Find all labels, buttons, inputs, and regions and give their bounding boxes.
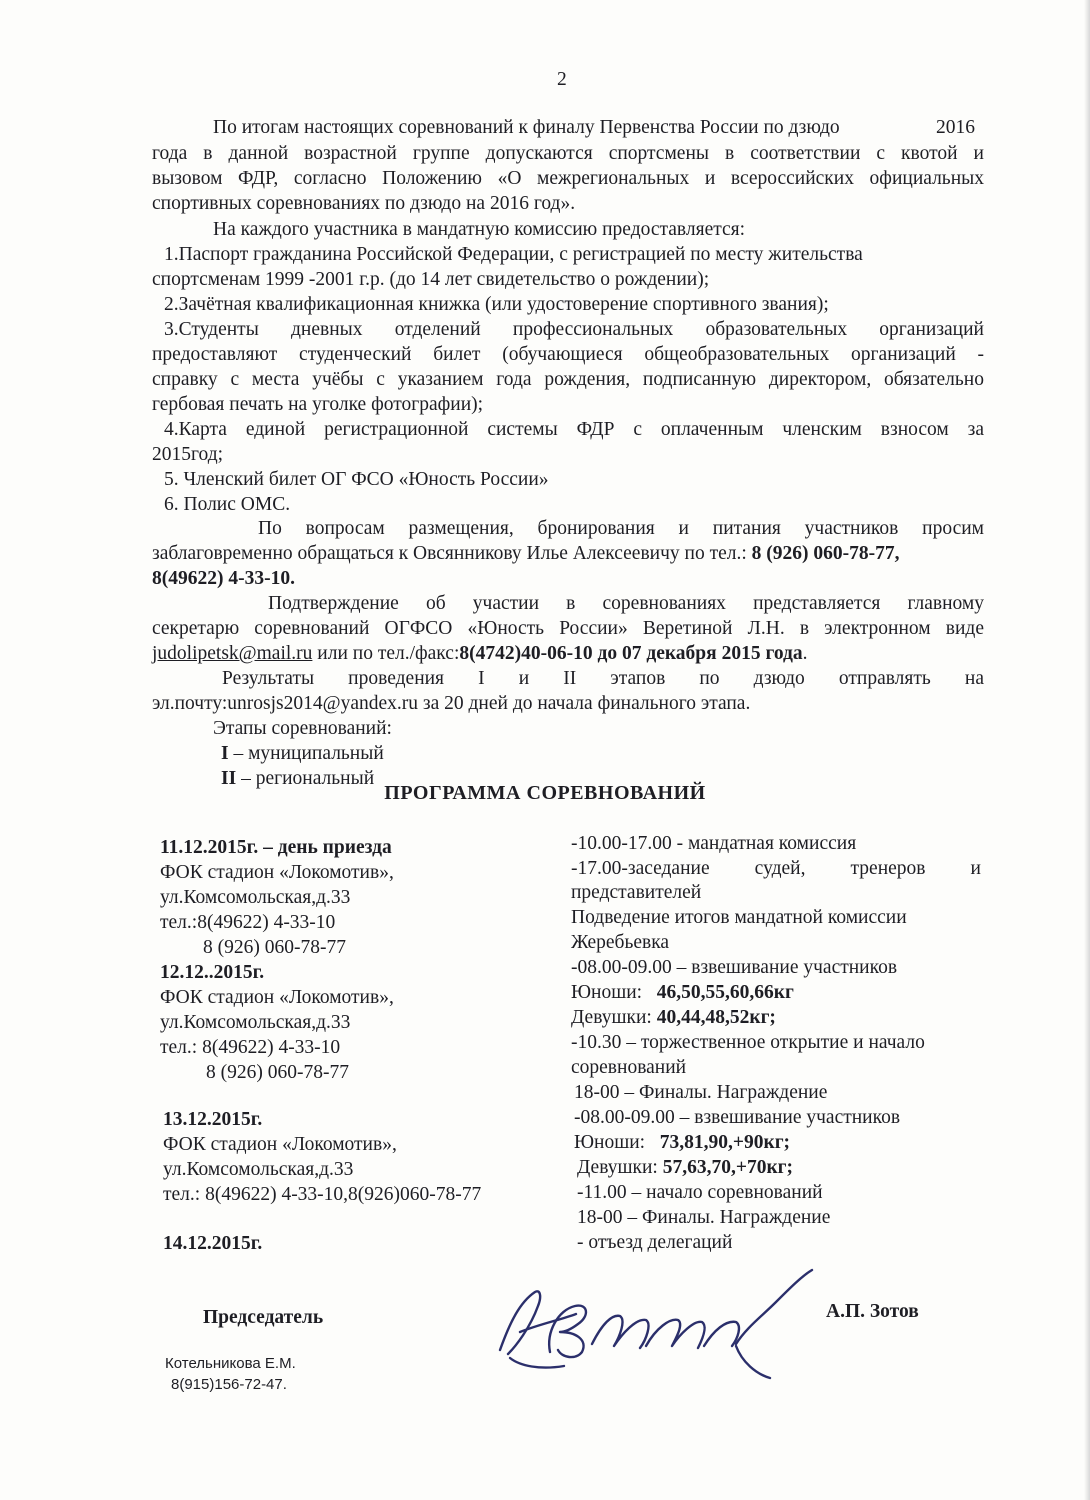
- girls-weights-2: 57,63,70,+70кг;: [662, 1157, 794, 1178]
- signature-role-text: Председатель: [203, 1307, 324, 1328]
- day1-heading: [160, 836, 392, 860]
- day3-venue: ФОК стадион «Локомотив»,: [163, 1134, 397, 1155]
- sched-10: соревнований: [571, 1057, 687, 1078]
- para1-line4: спортивных соревнованиях по дзюдо на 2016 год».: [152, 193, 576, 214]
- accommodation-line2: [152, 542, 900, 566]
- confirmation-email-link[interactable]: judolipetsk@mail.ru: [152, 643, 313, 664]
- confirmation-text: или по тел./факс:: [312, 643, 460, 664]
- sched-15: -11.00 – начало соревнований: [577, 1182, 823, 1203]
- day1-phone2: 8 (926) 060-78-77: [203, 937, 346, 958]
- sched-12: -08.00-09.00 – взвешивание участников: [574, 1107, 901, 1128]
- sched-3: представителей: [571, 882, 702, 903]
- girls-weights-1: 40,44,48,52кг;: [656, 1007, 776, 1028]
- mandate-item-2: 2.Зачётная квалификационная книжка (или удостоверение спортивного звания);: [164, 294, 829, 315]
- stage-1-text: – муниципальный: [228, 743, 384, 764]
- day1-address: ул.Комсомольская,д.33: [160, 887, 351, 908]
- day2-phone2: 8 (926) 060-78-77: [206, 1062, 349, 1083]
- day1-venue: ФОК стадион «Локомотив»,: [160, 862, 394, 883]
- page-number: 2: [557, 69, 567, 90]
- boys-weights-2: 73,81,90,+90кг;: [659, 1132, 791, 1153]
- mandate-item-4-cont: 2015год;: [152, 444, 224, 465]
- para1-year: 2016: [936, 117, 975, 138]
- confirmation-line2: секретарю соревнований ОГФСО «Юность России» Веретиной Л.Н. в электронном виде: [152, 618, 984, 639]
- page-edge-shadow: [1084, 0, 1090, 1500]
- day4-date: 14.12.2015г.: [163, 1233, 263, 1254]
- stage-1: [221, 742, 384, 766]
- sched-17: - отъезд делегаций: [577, 1232, 733, 1253]
- mandate-item-3-cont3: гербовая печать на уголке фотографии);: [152, 394, 484, 415]
- day3-phone: тел.: 8(49622) 4-33-10,8(926)060-78-77: [163, 1184, 482, 1205]
- boys-label-2: Юноши:: [574, 1132, 646, 1153]
- boys-weights-1: 46,50,55,60,66кг: [656, 982, 794, 1003]
- stage-2-text: – региональный: [236, 768, 375, 789]
- executor-phone: 8(915)156-72-47.: [171, 1376, 287, 1393]
- mandate-item-3: 3.Студенты дневных отделений профессиональных образовательных организаций: [164, 319, 984, 340]
- mandate-intro: На каждого участника в мандатную комиссию предоставляется:: [213, 219, 746, 240]
- day3-heading: [163, 1108, 262, 1132]
- day2-phone: тел.: 8(49622) 4-33-10: [160, 1037, 341, 1058]
- day2-address: ул.Комсомольская,д.33: [160, 1012, 351, 1033]
- day2-venue: ФОК стадион «Локомотив»,: [160, 987, 394, 1008]
- confirmation-line1: Подтверждение об участии в соревнованиях представляется главному: [268, 593, 984, 614]
- day3-date: 13.12.2015г.: [163, 1109, 263, 1130]
- day3-address: ул.Комсомольская,д.33: [163, 1159, 354, 1180]
- para1-line3: вызовом ФДР, согласно Положению «О межрегиональных и всероссийских официальных: [152, 168, 984, 189]
- mandate-item-3-cont1: предоставляют студенческий билет (обучающиеся общеобразовательных организаций -: [152, 344, 984, 365]
- mandate-item-3-cont2: справку с места учёбы с указанием года рождения, подписанную директором, обязательно: [152, 369, 984, 390]
- mandate-item-5: 5. Членский билет ОГ ФСО «Юность России»: [164, 469, 549, 490]
- day1-phone: тел.:8(49622) 4-33-10: [160, 912, 336, 933]
- sched-11: 18-00 – Финалы. Награждение: [574, 1082, 828, 1103]
- sched-14: [577, 1156, 793, 1180]
- accommodation-contact: заблаговременно обращаться к Овсянникову Илье Алексеевичу по тел.:: [152, 543, 747, 564]
- signatory-name-text: А.П. Зотов: [826, 1301, 919, 1322]
- confirmation-deadline: 8(4742)40-06-10 до 07 декабря 2015 года: [459, 643, 803, 664]
- sched-6: -08.00-09.00 – взвешивание участников: [571, 957, 898, 978]
- stage-2-num: II: [221, 768, 237, 789]
- boys-label-1: Юноши:: [571, 982, 643, 1003]
- signature-role: [203, 1306, 323, 1330]
- results-line2: эл.почту:unrosjs2014@yandex.ru за 20 дней до начала финального этапа.: [152, 693, 751, 714]
- sched-7: [571, 981, 794, 1005]
- sched-8: [571, 1006, 776, 1030]
- para1-line2: года в данной возрастной группе допускаются спортсмены в соответствии с квотой и: [152, 143, 984, 164]
- sched-1: -10.00-17.00 - мандатная комиссия: [571, 833, 857, 854]
- executor-name: Котельникова Е.М.: [165, 1355, 296, 1372]
- program-title: ПРОГРАММА СОРЕВНОВАНИЙ: [384, 782, 706, 804]
- confirmation-period: .: [802, 643, 808, 664]
- day2-heading: [160, 961, 264, 985]
- results-line1: Результаты проведения I и II этапов по дзюдо отправлять на: [222, 668, 984, 689]
- girls-label-2: Девушки:: [577, 1157, 663, 1178]
- sched-16: 18-00 – Финалы. Награждение: [577, 1207, 831, 1228]
- sched-13: [574, 1131, 790, 1155]
- day4-heading: [163, 1232, 262, 1256]
- girls-label-1: Девушки:: [571, 1007, 657, 1028]
- para1-line1: По итогам настоящих соревнований к финалу Первенства России по дзюдо: [213, 117, 840, 138]
- accommodation-line1: По вопросам размещения, бронирования и питания участников просим: [258, 518, 984, 539]
- mandate-item-4: 4.Карта единой регистрационной системы ФДР с оплаченным членским взносом за: [164, 419, 984, 440]
- mandate-item-1: 1.Паспорт гражданина Российской Федерации, с регистрацией по месту жительства: [164, 244, 863, 265]
- mandate-item-1-cont: спортсменам 1999 -2001 г.р. (до 14 лет свидетельство о рождении);: [152, 269, 710, 290]
- sched-2: -17.00-заседание судей, тренеров и: [571, 858, 981, 879]
- day1-date: 11.12.2015г. – день приезда: [160, 837, 392, 858]
- day2-date: 12.12..2015г.: [160, 962, 265, 983]
- accommodation-line3: [152, 567, 295, 591]
- signatory-name: [826, 1300, 919, 1324]
- sched-9: -10.30 – торжественное открытие и начало: [571, 1032, 925, 1053]
- handwritten-signature: [480, 1262, 840, 1382]
- accommodation-phone: 8 (926) 060-78-77,: [751, 543, 900, 564]
- stages-title: Этапы соревнований:: [213, 718, 392, 739]
- accommodation-phone2: 8(49622) 4-33-10.: [152, 568, 295, 589]
- stage-1-num: I: [221, 743, 229, 764]
- confirmation-line3: [152, 642, 808, 666]
- sched-4: Подведение итогов мандатной комиссии: [571, 907, 907, 928]
- mandate-item-6: 6. Полис ОМС.: [164, 494, 291, 515]
- sched-5: Жеребьевка: [571, 932, 670, 953]
